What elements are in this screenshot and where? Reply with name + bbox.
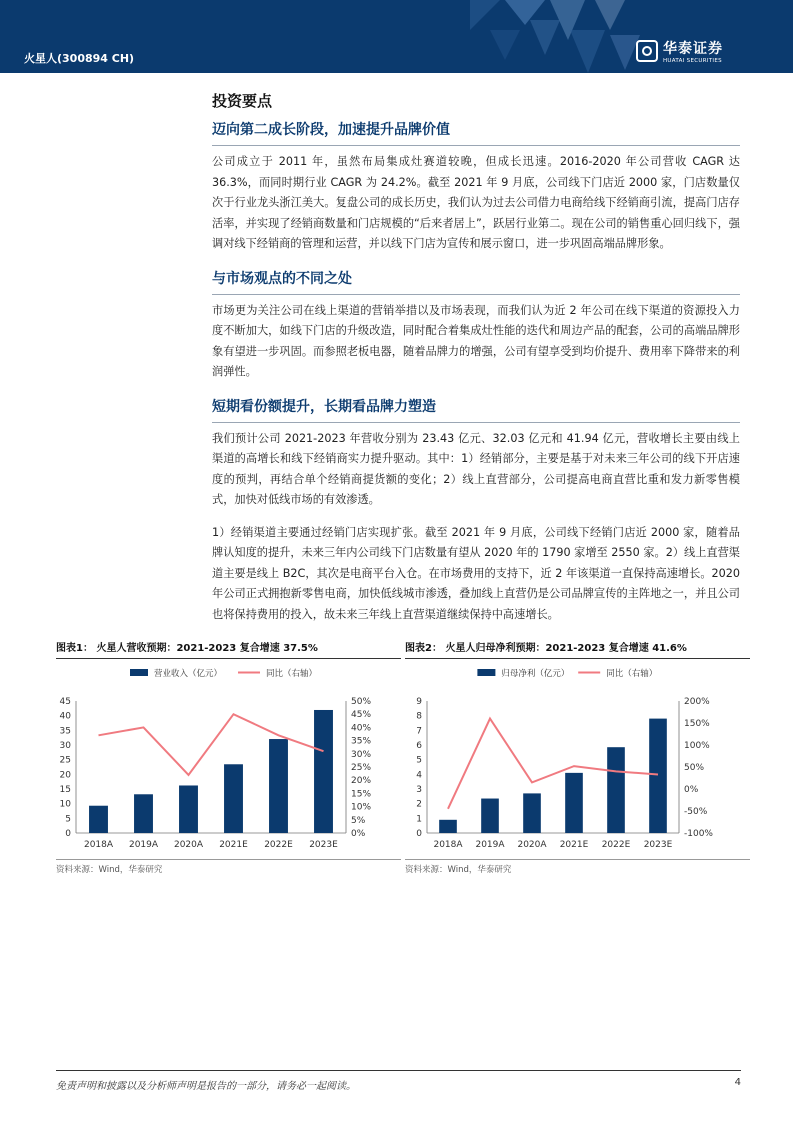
- left-tick-label: 6: [416, 741, 422, 751]
- left-tick-label: 5: [65, 814, 71, 825]
- right-tick-label: 5%: [351, 815, 366, 826]
- x-tick-label: 2020A: [173, 840, 204, 850]
- left-tick-label: 7: [416, 726, 422, 737]
- legend-bar-swatch: [477, 669, 495, 676]
- right-tick-label: -100%: [684, 829, 713, 839]
- page-number: 4: [734, 1077, 741, 1088]
- section-title: 与市场观点的不同之处: [212, 269, 740, 295]
- section-paragraph: 我们预计公司 2021-2023 年营收分别为 23.43 亿元、32.03 亿元和 41.94 亿元，营收增长主要由线上渠道的高增长和线下经销商实力提升驱动。其中：1）经销部分，主要是基于对未来三年公司的线下开店速度的预判，再结合单个经销商提货额的变化；2）线上直营部分，公司提高电商直营比重和发力新零售模式，加快对低线市场的有效渗透。: [212, 431, 740, 506]
- logo-text-en: HUATAI SECURITIES: [663, 58, 722, 64]
- x-tick-label: 2022E: [264, 840, 293, 850]
- right-tick-label: 50%: [351, 697, 372, 707]
- x-tick-label: 2019A: [128, 840, 159, 850]
- page-title: 投资要点: [212, 92, 273, 110]
- bar: [649, 719, 667, 833]
- stock-ticker: 火星人(300894 CH): [24, 52, 135, 65]
- left-tick-label: 45: [59, 697, 71, 707]
- left-tick-label: 40: [59, 711, 71, 722]
- section-title: 短期看份额提升，长期看品牌力塑造: [212, 397, 740, 423]
- bar: [523, 793, 541, 833]
- left-tick-label: 4: [416, 770, 422, 781]
- right-tick-label: 45%: [351, 710, 372, 721]
- legend-bar-swatch: [130, 669, 148, 676]
- bar: [481, 799, 499, 833]
- left-tick-label: 30: [59, 741, 71, 751]
- x-tick-label: 2020A: [517, 840, 547, 850]
- yoy-line: [448, 719, 658, 809]
- x-tick-label: 2023E: [309, 840, 338, 850]
- right-tick-label: 30%: [351, 749, 372, 760]
- section-paragraph: 1）经销渠道主要通过经销门店实现扩张。截至 2021 年 9 月底，公司线下经销门店近 2000 家，随着品牌认知度的提升，未来三年内公司线下门店数量有望从 2020 年的 1790 家增至 2550 家。2）线上直营渠道主要是线上 B2C，其次是电商平台入仓。在市场费用的支持下，近 2 年该渠道一直保持高速增长。2020 年公司正式拥抱新零售电商，加快低线城市渗透，叠加线上直营仍是公司品牌宣传的主阵地之一，并且公司也将保持费用的投入，故未来三年线上直营渠道继续保持中高速增长。: [212, 525, 740, 621]
- figure-source: 资料来源：Wind，华泰研究: [405, 859, 750, 877]
- left-tick-label: 0: [416, 829, 422, 839]
- yoy-line: [99, 714, 324, 775]
- section-title: 迈向第二成长阶段，加速提升品牌价值: [212, 120, 740, 146]
- x-tick-label: 2018A: [83, 840, 114, 850]
- huatai-logo: [636, 38, 740, 68]
- left-tick-label: 8: [416, 711, 422, 722]
- right-tick-label: 50%: [684, 763, 705, 773]
- left-tick-label: 9: [416, 697, 422, 707]
- right-tick-label: 100%: [684, 741, 710, 751]
- section-growth: [212, 120, 740, 255]
- legend-bar-label: 营业收入（亿元）: [154, 669, 223, 679]
- right-tick-label: 0%: [351, 829, 366, 839]
- bar: [314, 710, 333, 833]
- left-tick-label: 0: [65, 829, 71, 839]
- left-tick-label: 5: [416, 755, 422, 766]
- bar: [89, 806, 108, 833]
- figure-source: 资料来源：Wind，华泰研究: [56, 859, 401, 877]
- section-paragraph: 市场更为关注公司在线上渠道的营销举措以及市场表现，而我们认为近 2 年公司在线下渠道的资源投入力度不断加大，如线下门店的升级改造，同时配合着集成灶性能的迭代和周边产品的配套，公司的高端品牌形象有望进一步巩固。而参照老板电器，随着品牌力的增强，公司有望享受到均价提升、费用率下降带来的利润弹性。: [212, 303, 740, 378]
- figure-2: [405, 642, 750, 877]
- left-tick-label: 35: [59, 726, 71, 737]
- section-paragraph: 公司成立于 2011 年，虽然布局集成灶赛道较晚，但成长迅速。2016-2020 年公司营收 CAGR 达 36.3%，而同时期行业 CAGR 为 24.2%。截至 2021 年 9 月底，公司线下门店近 2000 家，门店数量仅次于行业龙头浙江美大。复盘公司的成长历史，我们认为过去公司借力电商给线下经销商引流，提高门店存活率，并实现了经销商数量和门店规模的“后来者居上”，跃居行业第二。现在公司的销售重心回归线下，强调对线下经销商的管理和运营，并以线下门店为宣传和展示窗口，进一步巩固高端品牌形象。: [212, 155, 740, 250]
- bar: [565, 773, 583, 833]
- right-tick-label: 20%: [351, 776, 372, 787]
- right-tick-label: 25%: [351, 763, 372, 773]
- left-tick-label: 20: [59, 770, 71, 781]
- figure-caption: 图表1： 火星人营收预期：2021-2023 复合增速 37.5%: [56, 642, 401, 659]
- legend-line-label: 同比（右轴）: [606, 669, 658, 679]
- right-tick-label: 0%: [684, 785, 699, 795]
- right-tick-label: 15%: [351, 789, 372, 800]
- figure-caption: 图表2： 火星人归母净利预期：2021-2023 复合增速 41.6%: [405, 642, 750, 659]
- x-tick-label: 2022E: [601, 840, 631, 850]
- x-tick-label: 2021E: [219, 840, 248, 850]
- bar: [134, 794, 153, 833]
- bar: [179, 785, 198, 833]
- revenue-chart: [56, 663, 401, 855]
- logo-text-cn: 华泰证券: [663, 41, 723, 57]
- x-tick-label: 2023E: [643, 840, 673, 850]
- left-tick-label: 1: [416, 814, 422, 825]
- right-tick-label: 150%: [684, 719, 710, 729]
- left-tick-label: 15: [59, 785, 71, 795]
- section-outlook: [212, 397, 740, 626]
- right-tick-label: 35%: [351, 736, 372, 747]
- logo-mark-icon: [636, 40, 658, 62]
- x-tick-label: 2018A: [433, 840, 463, 850]
- legend-line-label: 同比（右轴）: [266, 669, 318, 679]
- page-footer: [56, 1070, 741, 1092]
- bar: [269, 739, 288, 833]
- left-tick-label: 25: [59, 755, 71, 766]
- left-tick-label: 3: [416, 785, 422, 795]
- right-tick-label: 10%: [351, 802, 372, 813]
- bar: [224, 764, 243, 833]
- net-profit-chart: [405, 663, 741, 855]
- bar: [439, 820, 457, 833]
- legend-bar-label: 归母净利（亿元）: [501, 669, 570, 679]
- right-tick-label: 40%: [351, 723, 372, 734]
- disclaimer-text: 免责声明和披露以及分析师声明是报告的一部分，请务必一起阅读。: [56, 1081, 356, 1092]
- left-tick-label: 2: [416, 799, 422, 810]
- right-tick-label: -50%: [684, 807, 708, 817]
- report-body: [212, 90, 740, 625]
- left-tick-label: 10: [59, 799, 71, 810]
- right-tick-label: 200%: [684, 697, 710, 707]
- header-decoration: [410, 0, 640, 73]
- bar: [607, 747, 625, 833]
- x-tick-label: 2021E: [559, 840, 589, 850]
- section-difference: [212, 269, 740, 383]
- figure-1: [56, 642, 401, 877]
- report-header: [0, 0, 793, 73]
- x-tick-label: 2019A: [475, 840, 505, 850]
